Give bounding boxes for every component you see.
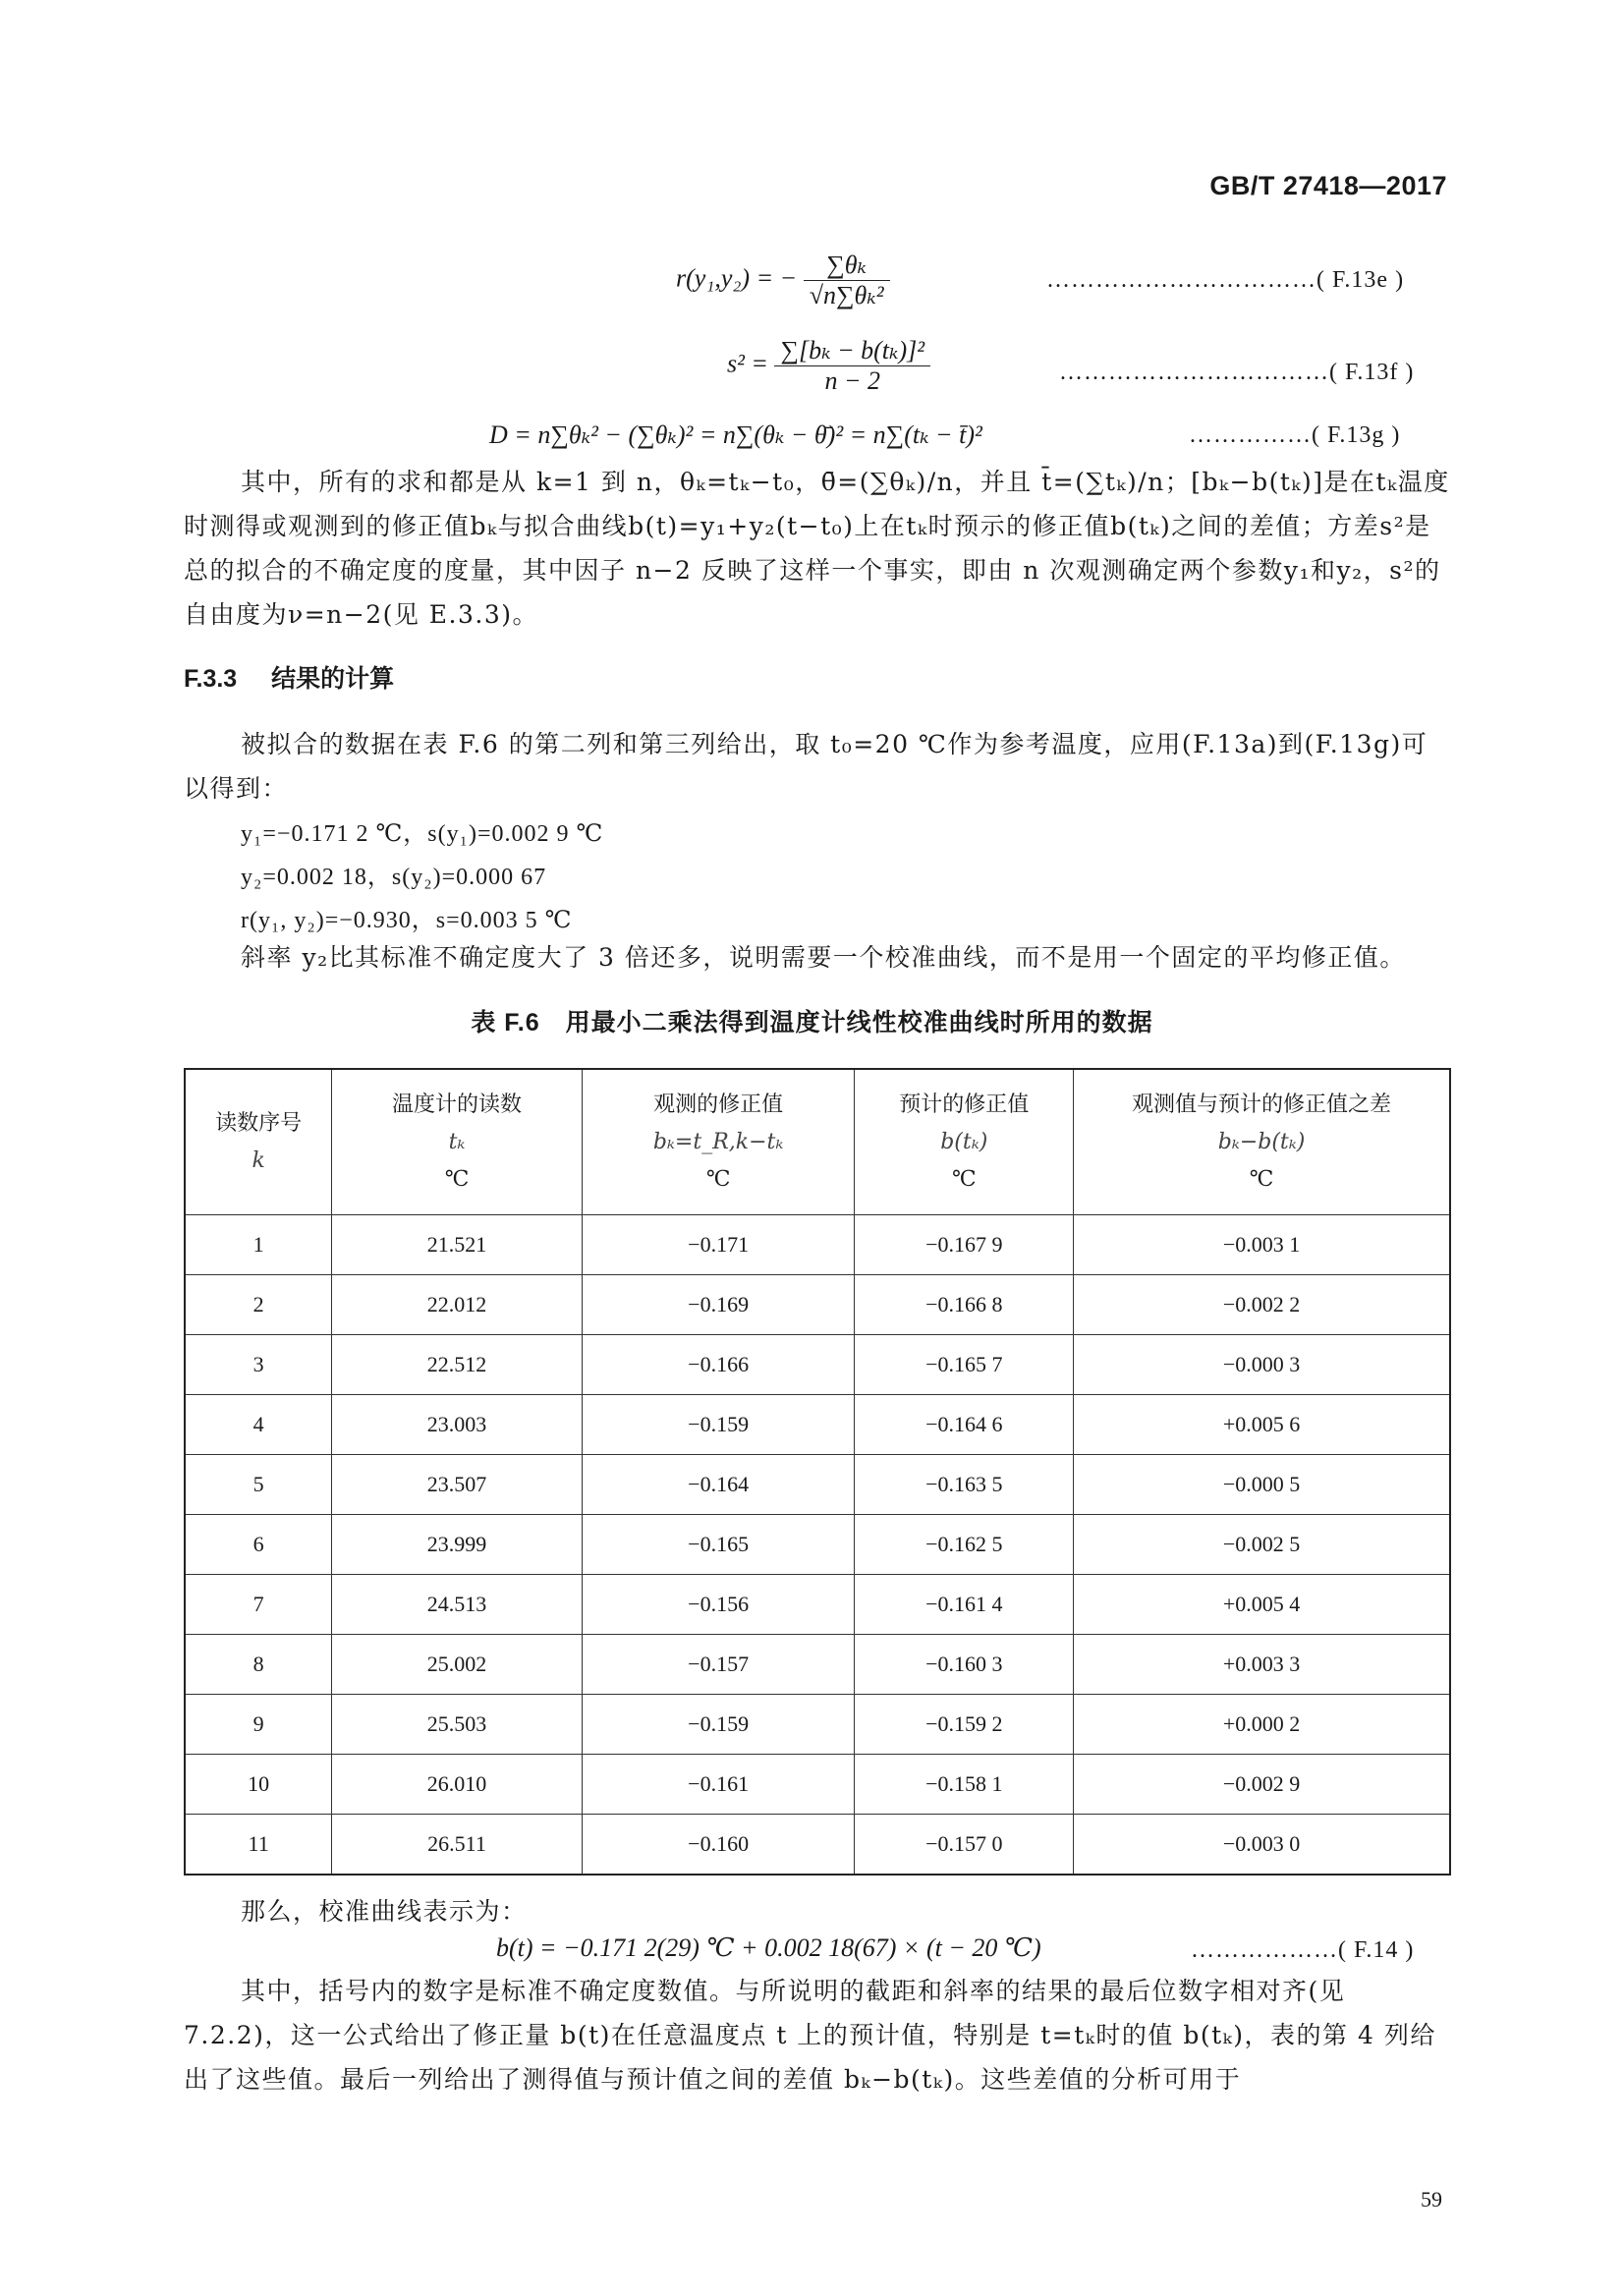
table-row: [185, 1755, 1450, 1815]
equation-number-f14: ………………( F.14 ): [1191, 1937, 1415, 1963]
table-cell: 23.999: [332, 1515, 583, 1575]
table-cell: −0.003 1: [1074, 1215, 1450, 1275]
fraction: [774, 336, 930, 396]
paragraph-definitions: [184, 460, 1451, 637]
result-line: y₂=0.002 18，s(y₂)=0.000 67: [241, 865, 547, 890]
table-cell: 22.512: [332, 1335, 583, 1395]
table-cell: −0.003 0: [1074, 1815, 1450, 1876]
column-header: 观测的修正值 bₖ=t_R,k−tₖ ℃: [582, 1069, 855, 1215]
table-cell: 26.511: [332, 1815, 583, 1876]
fraction: [804, 251, 890, 310]
equation-number-f13e: ……………………………( F.13e ): [1046, 267, 1405, 293]
table-cell: −0.165 7: [855, 1335, 1074, 1395]
table-row: [185, 1455, 1450, 1515]
table-cell: 6: [185, 1515, 332, 1575]
table-cell: 10: [185, 1755, 332, 1815]
table-row: [185, 1395, 1450, 1455]
table-cell: +0.003 3: [1074, 1635, 1450, 1695]
section-title: 结果的计算: [271, 665, 395, 693]
table-cell: −0.163 5: [855, 1455, 1074, 1515]
numerator: ∑[bₖ − b(tₖ)]²: [774, 336, 930, 366]
table-cell: −0.002 2: [1074, 1275, 1450, 1335]
paragraph-slope: [184, 935, 1451, 980]
paragraph-explanation: [184, 1969, 1451, 2101]
equation-lhs: s² =: [727, 349, 768, 378]
paragraph-text: 斜率 y₂比其标准不确定度大了 3 倍还多，说明需要一个校准曲线，而不是用一个固定的平均修正值。: [241, 943, 1406, 972]
table-caption: 表 F.6 用最小二乘法得到温度计线性校准曲线时所用的数据: [471, 1009, 1153, 1036]
table-cell: −0.002 5: [1074, 1515, 1450, 1575]
data-table: [184, 1068, 1451, 1876]
page-number: 59: [1421, 2187, 1442, 2212]
table-cell: −0.000 5: [1074, 1455, 1450, 1515]
table-header-row: [185, 1069, 1450, 1215]
table-cell: 25.503: [332, 1695, 583, 1755]
table-cell: 2: [185, 1275, 332, 1335]
table-cell: −0.166 8: [855, 1275, 1074, 1335]
numerator: ∑θₖ: [804, 251, 890, 281]
document-id: GB/T 27418—2017: [1209, 171, 1447, 200]
column-header: 观测值与预计的修正值之差 bₖ−b(tₖ) ℃: [1074, 1069, 1450, 1215]
table-cell: −0.161: [582, 1755, 855, 1815]
table-cell: 21.521: [332, 1215, 583, 1275]
equation-f13f: [727, 336, 930, 396]
result-line: y₁=−0.171 2 ℃，s(y₁)=0.002 9 ℃: [241, 821, 604, 847]
table-row: [185, 1515, 1450, 1575]
equation-number-f13f: ……………………………( F.13f ): [1059, 360, 1415, 385]
table-cell: 3: [185, 1335, 332, 1395]
table-cell: −0.159 2: [855, 1695, 1074, 1755]
table-cell: 4: [185, 1395, 332, 1455]
table-cell: −0.000 3: [1074, 1335, 1450, 1395]
denominator: n − 2: [824, 366, 881, 395]
table-cell: 1: [185, 1215, 332, 1275]
table-cell: −0.160: [582, 1815, 855, 1876]
table-cell: −0.160 3: [855, 1635, 1074, 1695]
table-cell: +0.005 6: [1074, 1395, 1450, 1455]
table-cell: −0.166: [582, 1335, 855, 1395]
column-header: 预计的修正值 b(tₖ) ℃: [855, 1069, 1074, 1215]
table-cell: 9: [185, 1695, 332, 1755]
table-cell: −0.002 9: [1074, 1755, 1450, 1815]
table-row: [185, 1695, 1450, 1755]
paragraph-text: 被拟合的数据在表 F.6 的第二列和第三列给出，取 t₀=20 ℃作为参考温度，应用(F.13a)到(F.13g)可以得到：: [184, 730, 1428, 803]
equation-f13e: [676, 251, 890, 310]
table-cell: 22.012: [332, 1275, 583, 1335]
table-cell: −0.164: [582, 1455, 855, 1515]
table-cell: −0.162 5: [855, 1515, 1074, 1575]
column-header: 读数序号 k: [185, 1069, 332, 1215]
table-cell: −0.161 4: [855, 1575, 1074, 1635]
paragraph-lead: 那么，校准曲线表示为：: [241, 1897, 528, 1926]
table-cell: −0.165: [582, 1515, 855, 1575]
equation-number-f13g: ……………( F.13g ): [1189, 422, 1401, 448]
table-row: [185, 1275, 1450, 1335]
paragraph-fit-data: [184, 722, 1451, 811]
table-row: [185, 1335, 1450, 1395]
table-cell: −0.169: [582, 1275, 855, 1335]
table-cell: 25.002: [332, 1635, 583, 1695]
table-row: [185, 1815, 1450, 1876]
paragraph-text: 其中，括号内的数字是标准不确定度数值。与所说明的截距和斜率的结果的最后位数字相对齐(见 7.2.2)，这一公式给出了修正量 b(t)在任意温度点 t 上的预计值，特别是 t=tₖ时的值 b(tₖ)，表的第 4 列给出了这些值。最后一列给出了测得值与预计值之间的差值 bₖ−b(tₖ)。这些差值的分析可用于: [184, 1977, 1436, 2094]
table-cell: −0.167 9: [855, 1215, 1074, 1275]
table-row: [185, 1635, 1450, 1695]
table-cell: 5: [185, 1455, 332, 1515]
table-cell: −0.157: [582, 1635, 855, 1695]
table-cell: 8: [185, 1635, 332, 1695]
section-heading: [184, 659, 394, 695]
equation-f14: b(t) = −0.171 2(29) ℃ + 0.002 18(67) × (t − 20 ℃): [496, 1933, 1041, 1962]
table-cell: −0.158 1: [855, 1755, 1074, 1815]
equation-f13g: D = n∑θₖ² − (∑θₖ)² = n∑(θₖ − θ̄)² = n∑(tₖ − t̄)²: [489, 420, 982, 449]
table-cell: 24.513: [332, 1575, 583, 1635]
table-body: [185, 1215, 1450, 1876]
table-cell: −0.171: [582, 1215, 855, 1275]
section-number: F.3.3: [184, 665, 238, 693]
table-row: [185, 1215, 1450, 1275]
column-header: 温度计的读数 tₖ ℃: [332, 1069, 583, 1215]
denominator: √n∑θₖ²: [809, 281, 884, 309]
table-cell: −0.164 6: [855, 1395, 1074, 1455]
table-cell: −0.156: [582, 1575, 855, 1635]
paragraph-text: 其中，所有的求和都是从 k=1 到 n，θₖ=tₖ−t₀，θ̄=(∑θₖ)/n，并且 t̄=(∑tₖ)/n；[bₖ−b(tₖ)]是在tₖ温度时测得或观测到的修正值bₖ与拟合曲线b(t)=y₁+y₂(t−t₀)上在tₖ时预示的修正值b(tₖ)之间的差值；方差s²是总的拟合的不确定度的度量，其中因子 n−2 反映了这样一个事实，即由 n 次观测确定两个参数y₁和y₂，s²的自由度为ν=n−2(见 E.3.3)。: [184, 468, 1450, 629]
table-cell: 26.010: [332, 1755, 583, 1815]
table-cell: +0.000 2: [1074, 1695, 1450, 1755]
table-cell: −0.157 0: [855, 1815, 1074, 1876]
table-cell: 23.003: [332, 1395, 583, 1455]
table-cell: 11: [185, 1815, 332, 1876]
table-cell: 7: [185, 1575, 332, 1635]
table-cell: +0.005 4: [1074, 1575, 1450, 1635]
table-cell: −0.159: [582, 1395, 855, 1455]
equation-lhs: r(y₁,y₂) = −: [676, 263, 798, 293]
table-cell: −0.159: [582, 1695, 855, 1755]
table-row: [185, 1575, 1450, 1635]
table-cell: 23.507: [332, 1455, 583, 1515]
result-line: r(y₁, y₂)=−0.930，s=0.003 5 ℃: [241, 908, 573, 933]
